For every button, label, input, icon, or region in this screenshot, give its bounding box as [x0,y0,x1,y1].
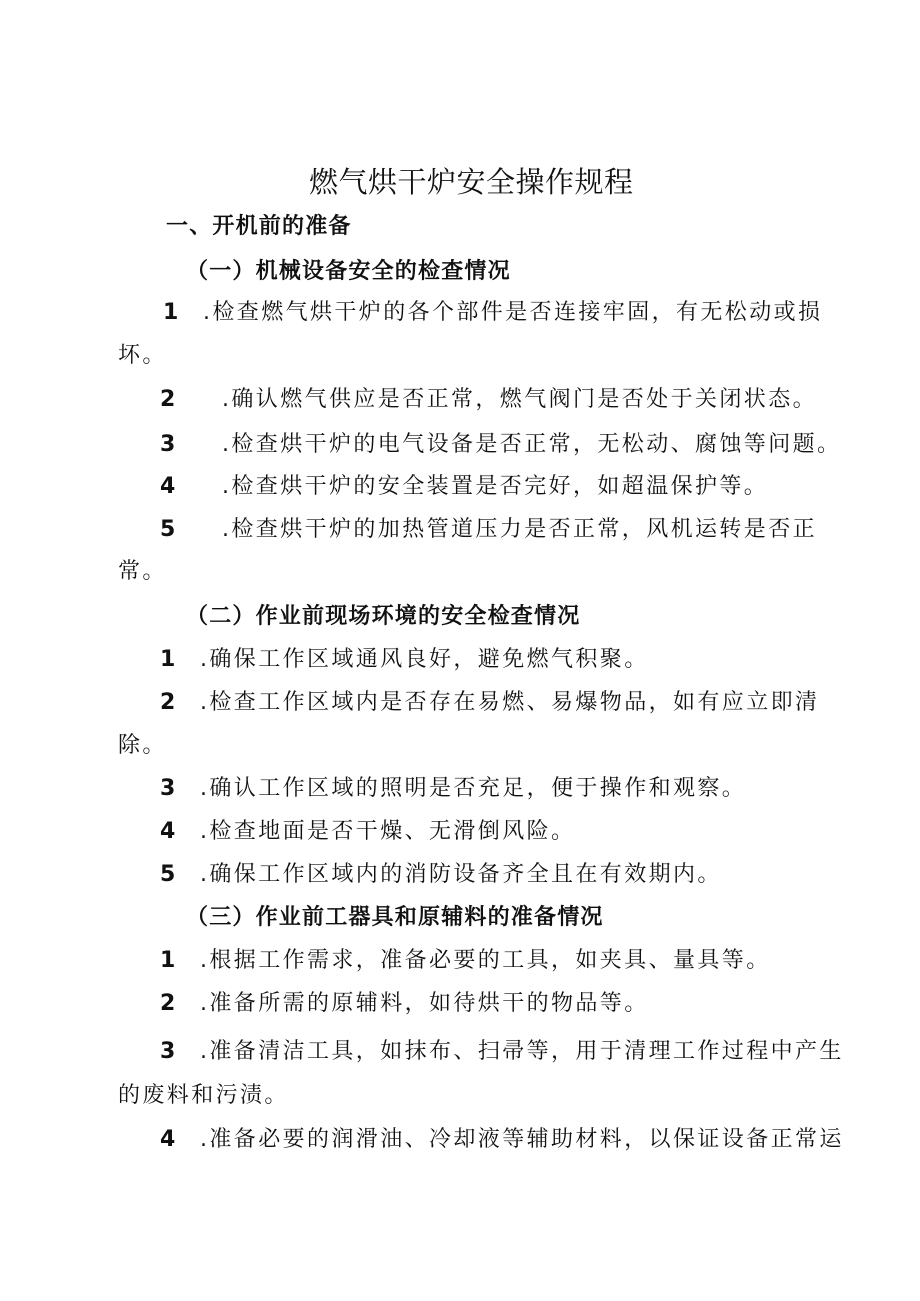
item-number: 4 [160,1127,178,1152]
item-continuation: 的废料和污渍。 [118,1083,289,1108]
list-item [160,472,768,502]
list-item [160,946,771,976]
subsection-heading-3: （三）作业前工器具和原辅料的准备情况 [186,905,604,930]
list-item [160,688,819,718]
list-item [163,298,822,328]
item-text: .检查烘干炉的安全装置是否完好，如超温保护等。 [222,474,769,499]
item-text: .确认工作区域的照明是否充足，便于操作和观察。 [200,776,747,801]
item-continuation: 除。 [118,733,167,758]
list-item [160,860,722,890]
item-number: 1 [163,300,181,325]
subsection-heading-2: （二）作业前现场环境的安全检查情况 [186,604,581,629]
list-item [160,430,841,460]
item-text: .准备所需的原辅料，如待烘干的物品等。 [200,991,649,1016]
item-text: .确保工作区域内的消防设备齐全且在有效期内。 [200,862,722,887]
list-item [160,774,746,804]
item-text: .检查烘干炉的加热管道压力是否正常，风机运转是否正 [222,517,817,542]
item-continuation: 常。 [118,559,167,584]
item-number: 3 [160,432,178,457]
item-number: 2 [160,991,178,1016]
item-number: 2 [160,387,178,412]
item-text: .确认燃气供应是否正常，燃气阀门是否处于关闭状态。 [222,387,817,412]
list-item [160,515,817,545]
item-text: .准备必要的润滑油、冷却液等辅助材料，以保证设备正常运 [200,1127,844,1152]
item-number: 1 [160,647,178,672]
subsection-heading-1: （一）机械设备安全的检查情况 [186,259,511,284]
item-text: .检查燃气烘干炉的各个部件是否连接牢固，有无松动或损 [203,300,823,325]
item-number: 4 [160,819,178,844]
item-number: 5 [160,517,178,542]
list-item [160,1037,844,1067]
item-text: .确保工作区域通风良好，避免燃气积聚。 [200,647,649,672]
list-item [160,645,649,675]
list-item [160,817,575,847]
page-title: 燃气烘干炉安全操作规程 [309,165,634,199]
item-text: .检查地面是否干燥、无滑倒风险。 [200,819,576,844]
item-number: 2 [160,690,178,715]
list-item [160,385,817,415]
list-item [160,1125,844,1155]
item-number: 3 [160,1039,178,1064]
item-text: .检查工作区域内是否存在易燃、易爆物品，如有应立即清 [200,690,820,715]
section-heading-1: 一、开机前的准备 [166,214,352,239]
item-number: 3 [160,776,178,801]
item-text: .根据工作需求，准备必要的工具，如夹具、量具等。 [200,948,771,973]
list-item [160,989,649,1019]
item-number: 5 [160,862,178,887]
item-continuation: 坏。 [118,343,167,368]
item-text: .准备清洁工具，如抹布、扫帚等，用于清理工作过程中产生 [200,1039,844,1064]
item-number: 4 [160,474,178,499]
item-text: .检查烘干炉的电气设备是否正常，无松动、腐蚀等问题。 [222,432,842,457]
item-number: 1 [160,948,178,973]
